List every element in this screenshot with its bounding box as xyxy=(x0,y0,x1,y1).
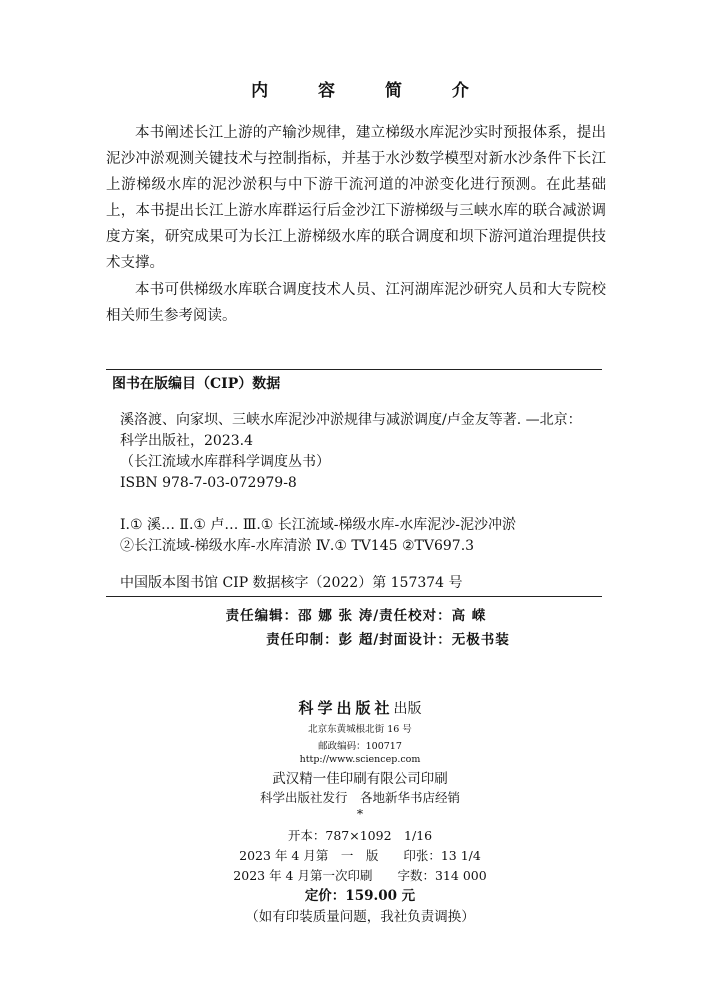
publisher-name: 科学出版社 xyxy=(298,699,394,717)
cip-title-line: 溪洛渡、向家坝、三峡水库泥沙冲淤规律与减淤调度/卢金友等著. —北京： xyxy=(120,412,582,428)
cip-record-number: 中国版本图书馆 CIP 数据核字（2022）第 157374 号 xyxy=(120,575,463,591)
editors-line-2: 责任印制：彭 超/封面设计：无极书装 xyxy=(266,632,510,648)
format-line: 开本：787×1092 1/16 xyxy=(287,828,433,843)
cip-publisher-line: 科学出版社，2023.4 xyxy=(120,433,253,449)
separator-star: * xyxy=(356,806,364,821)
cip-heading: 图书在版编目（CIP）数据 xyxy=(112,376,281,392)
price-line: 定价：159.00 元 xyxy=(304,888,416,904)
cip-series-line: （长江流域水库群科学调度丛书） xyxy=(120,454,330,470)
cip-block xyxy=(106,369,602,597)
publisher-postcode: 邮政编码：100717 xyxy=(318,741,402,752)
cip-isbn: ISBN 978-7-03-072979-8 xyxy=(120,475,297,491)
publisher-line xyxy=(0,697,720,718)
publisher-suffix: 出版 xyxy=(393,701,422,717)
publisher-website: http://www.sciencep.com xyxy=(299,754,421,765)
quality-notice: （如有印装质量问题，我社负责调换） xyxy=(245,909,475,925)
intro-paragraph-2: 本书可供梯级水库联合调度技术人员、江河湖库泥沙研究人员和大专院校相关师生参考阅读。 xyxy=(106,282,606,324)
printer-line: 武汉精一佳印刷有限公司印刷 xyxy=(272,771,448,787)
printing-line: 2023 年 4 月第一次印刷 字数：314 000 xyxy=(233,868,487,883)
distribution-line: 科学出版社发行 各地新华书店经销 xyxy=(259,790,460,805)
cip-classification-1: Ⅰ.① 溪… Ⅱ.① 卢… Ⅲ.① 长江流域-梯级水库-水库泥沙-泥沙冲淤 xyxy=(120,517,516,533)
cip-classification-2: ②长江流域-梯级水库-水库清淤 Ⅳ.① TV145 ②TV697.3 xyxy=(120,538,475,554)
editors-line-1: 责任编辑：邵 娜 张 涛/责任校对：高 嵘 xyxy=(225,608,487,624)
page-title: 内 容 简 介 xyxy=(251,81,491,101)
publisher-address: 北京东黄城根北街 16 号 xyxy=(308,724,412,735)
edition-line: 2023 年 4 月第 一 版 印张：13 1/4 xyxy=(239,848,481,863)
intro-paragraph-1: 本书阐述长江上游的产输沙规律，建立梯级水库泥沙实时预报体系，提出泥沙冲淤观测关键技术与控制指标，并基于水沙数学模型对新水沙条件下长江上游梯级水库的泥沙淤积与中下游干流河道的冲淤变化进行预测。在此基础上，本书提出长江上游水库群运行后金沙江下游梯级与三峡水库的联合减淤调度方案，研究成果可为长江上游梯级水库的联合调度和坝下游河道治理提供技术支撑。 xyxy=(106,125,606,271)
